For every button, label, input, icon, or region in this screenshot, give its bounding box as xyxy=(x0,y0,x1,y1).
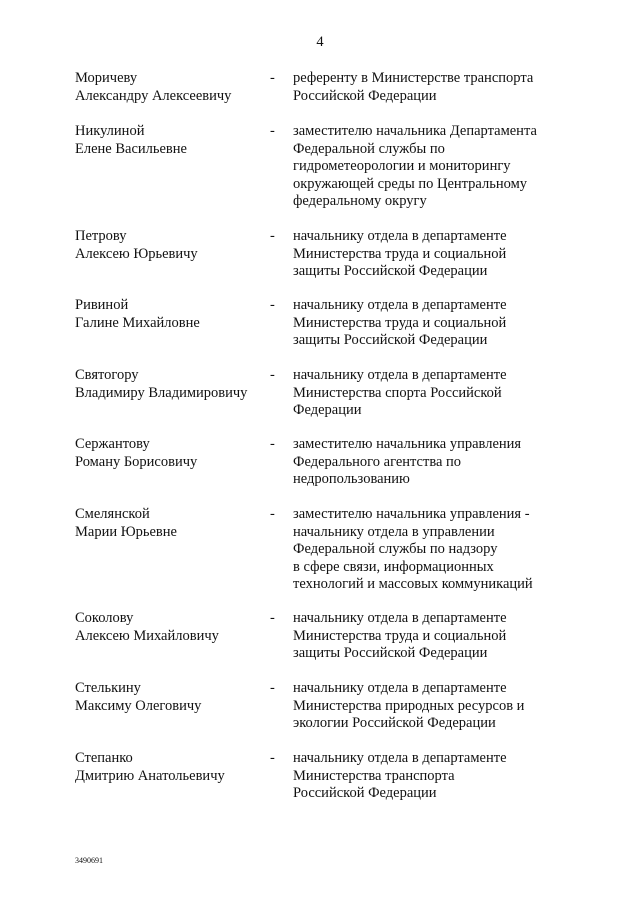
position-line: защиты Российской Федерации xyxy=(293,332,488,349)
position-line: гидрометеорологии и мониторингу xyxy=(293,158,511,175)
person-name xyxy=(75,506,265,541)
position-line: Федерального агентства по xyxy=(293,453,462,470)
person-surname: Степанко xyxy=(75,750,133,766)
person-surname: Моричеву xyxy=(75,70,138,86)
position-description xyxy=(293,123,593,211)
position-line: в сфере связи, информационных xyxy=(293,558,494,575)
person-given-names: Алексею Михайловичу xyxy=(75,627,219,644)
position-description xyxy=(293,436,593,489)
entry-dash: - xyxy=(270,750,275,766)
position-line: Российской Федерации xyxy=(293,785,437,802)
position-line: Министерства труда и социальной xyxy=(293,314,507,331)
document-code: 3490691 xyxy=(75,856,103,865)
entry-dash: - xyxy=(270,228,275,244)
person-given-names: Дмитрию Анатольевичу xyxy=(75,767,225,784)
position-line: начальнику отдела в департаменте xyxy=(293,367,507,383)
position-line: экологии Российской Федерации xyxy=(293,715,496,732)
person-surname: Стелькину xyxy=(75,680,141,696)
person-surname: Сержантову xyxy=(75,436,150,452)
position-line: Федеральной службы по надзору xyxy=(293,541,498,558)
person-name xyxy=(75,228,265,263)
position-description xyxy=(293,680,593,733)
person-name xyxy=(75,123,265,158)
entry-dash: - xyxy=(270,367,275,383)
position-line: защиты Российской Федерации xyxy=(293,645,488,662)
position-line: Российской Федерации xyxy=(293,87,437,104)
position-line: заместителю начальника управления xyxy=(293,436,522,452)
position-description xyxy=(293,367,593,420)
entry-dash: - xyxy=(270,506,275,522)
position-line: начальнику отдела в управлении xyxy=(293,523,495,540)
position-line: Федеральной службы по xyxy=(293,140,445,157)
page-number: 4 xyxy=(316,34,324,50)
person-given-names: Галине Михайловне xyxy=(75,314,200,331)
position-line: Министерства спорта Российской xyxy=(293,384,502,401)
position-line: начальнику отдела в департаменте xyxy=(293,228,507,244)
position-line: заместителю начальника Департамента xyxy=(293,123,537,139)
position-line: защиты Российской Федерации xyxy=(293,263,488,280)
person-surname: Соколову xyxy=(75,610,134,626)
person-name xyxy=(75,610,265,645)
person-name xyxy=(75,297,265,332)
position-line: федеральному округу xyxy=(293,193,427,210)
person-name xyxy=(75,70,265,105)
position-line: недропользованию xyxy=(293,471,410,488)
position-line: начальнику отдела в департаменте xyxy=(293,610,507,626)
position-line: начальнику отдела в департаменте xyxy=(293,680,507,696)
person-given-names: Владимиру Владимировичу xyxy=(75,384,248,401)
position-line: Министерства транспорта xyxy=(293,767,455,784)
person-given-names: Александру Алексеевичу xyxy=(75,87,232,104)
person-given-names: Марии Юрьевне xyxy=(75,523,177,540)
position-line: Министерства труда и социальной xyxy=(293,245,507,262)
position-line: начальнику отдела в департаменте xyxy=(293,297,507,313)
person-surname: Смелянской xyxy=(75,506,150,522)
entry-dash: - xyxy=(270,680,275,696)
position-description xyxy=(293,610,593,663)
person-given-names: Роману Борисовичу xyxy=(75,453,198,470)
position-line: технологий и массовых коммуникаций xyxy=(293,576,533,593)
person-surname: Святогору xyxy=(75,367,139,383)
position-line: заместителю начальника управления - xyxy=(293,506,530,522)
person-surname: Петрову xyxy=(75,228,127,244)
position-line: Министерства труда и социальной xyxy=(293,627,507,644)
person-given-names: Алексею Юрьевичу xyxy=(75,245,198,262)
entry-dash: - xyxy=(270,123,275,139)
entry-dash: - xyxy=(270,70,275,86)
position-description xyxy=(293,70,593,105)
position-description xyxy=(293,750,593,803)
position-line: начальнику отдела в департаменте xyxy=(293,750,507,766)
person-name xyxy=(75,750,265,785)
person-surname: Никулиной xyxy=(75,123,145,139)
position-line: Федерации xyxy=(293,402,362,419)
position-description xyxy=(293,506,593,594)
position-description xyxy=(293,297,593,350)
entry-dash: - xyxy=(270,436,275,452)
position-line: Министерства природных ресурсов и xyxy=(293,697,525,714)
person-given-names: Максиму Олеговичу xyxy=(75,697,202,714)
person-name xyxy=(75,367,265,402)
person-name xyxy=(75,436,265,471)
position-description xyxy=(293,228,593,281)
entry-dash: - xyxy=(270,610,275,626)
person-name xyxy=(75,680,265,715)
entry-dash: - xyxy=(270,297,275,313)
position-line: окружающей среды по Центральному xyxy=(293,175,527,192)
person-given-names: Елене Васильевне xyxy=(75,140,187,157)
person-surname: Ривиной xyxy=(75,297,129,313)
position-line: референту в Министерстве транспорта xyxy=(293,70,534,86)
